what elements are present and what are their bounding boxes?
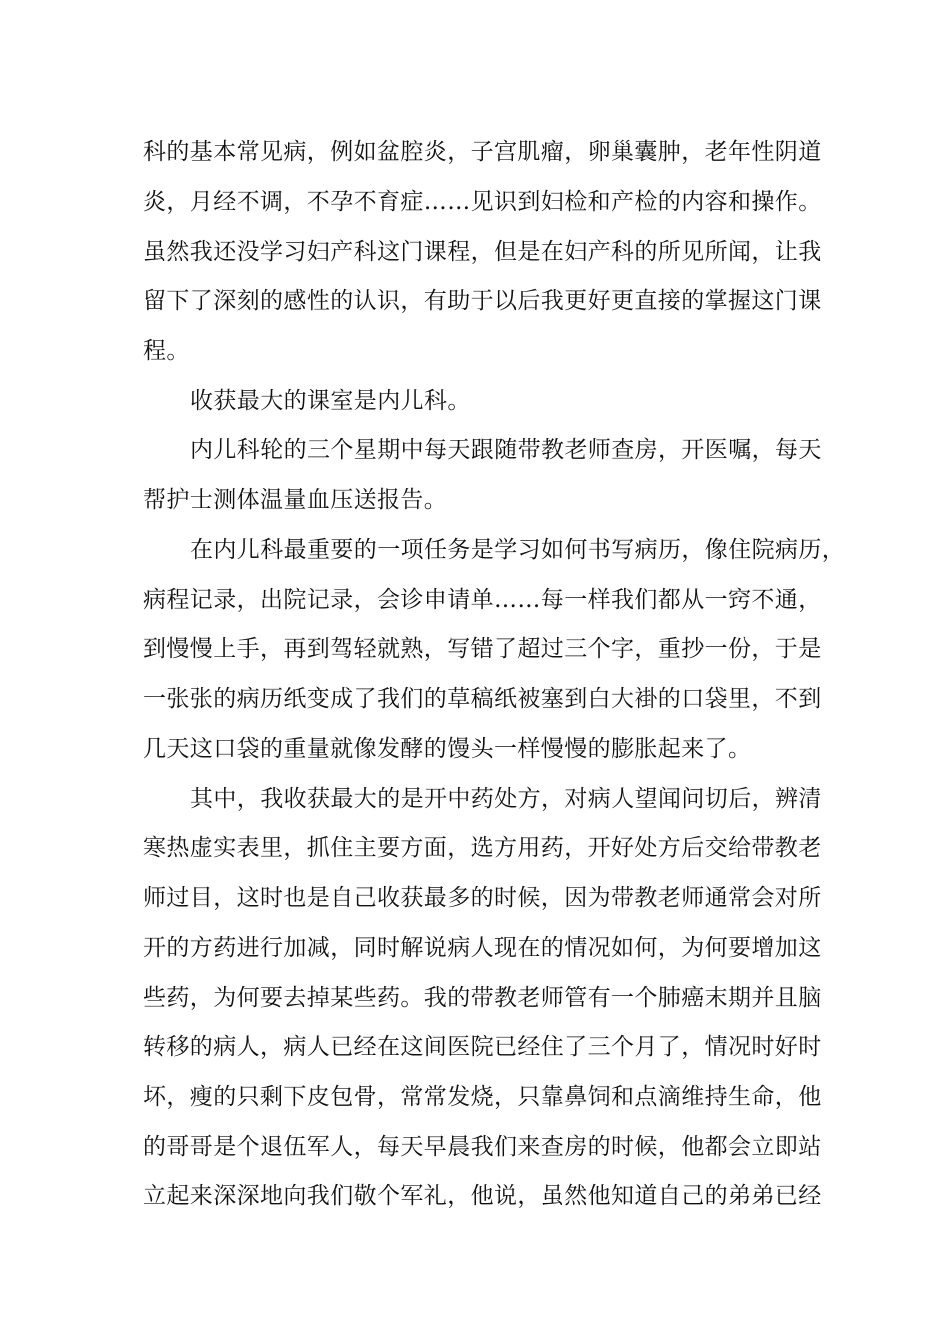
text-line: 的哥哥是个退伍军人，每天早晨我们来查房的时候，他都会立即站 <box>143 1134 822 1160</box>
text-line: 收获最大的课室是内儿科。 <box>190 388 471 414</box>
text-line: 虽然我还没学习妇产科这门课程，但是在妇产科的所见所闻，让我 <box>143 239 822 265</box>
text-line: 在内儿科最重要的一项任务是学习如何书写病历，像住院病历， <box>190 537 846 563</box>
text-line: 到慢慢上手，再到驾轻就熟，写错了超过三个字，重抄一份，于是 <box>143 636 822 662</box>
text-line: 师过目，这时也是自己收获最多的时候，因为带教老师通常会对所 <box>143 885 822 911</box>
text-line: 坏，瘦的只剩下皮包骨，常常发烧，只靠鼻饲和点滴维持生命，他 <box>143 1084 822 1110</box>
text-line: 留下了深刻的感性的认识，有助于以后我更好更直接的掌握这门课 <box>143 288 822 314</box>
text-line: 帮护士测体温量血压送报告。 <box>143 487 448 513</box>
text-line: 程。 <box>143 338 190 364</box>
text-line: 几天这口袋的重量就像发酵的馒头一样慢慢的膨胀起来了。 <box>143 736 752 762</box>
text-line: 炎，月经不调，不孕不育症……见识到妇检和产检的内容和操作。 <box>143 189 822 215</box>
text-line: 内儿科轮的三个星期中每天跟随带教老师查房，开医嘱，每天 <box>190 437 822 463</box>
text-line: 立起来深深地向我们敬个军礼，他说，虽然他知道自己的弟弟已经 <box>143 1183 822 1209</box>
text-line: 些药，为何要去掉某些药。我的带教老师管有一个肺癌末期并且脑 <box>143 985 822 1011</box>
text-line: 其中，我收获最大的是开中药处方，对病人望闻问切后，辨清 <box>190 786 822 812</box>
text-line: 科的基本常见病，例如盆腔炎，子宫肌瘤，卵巢囊肿，老年性阴道 <box>143 139 822 165</box>
text-line: 转移的病人，病人已经在这间医院已经住了三个月了，情况时好时 <box>143 1034 822 1060</box>
text-line: 一张张的病历纸变成了我们的草稿纸被塞到白大褂的口袋里，不到 <box>143 686 822 712</box>
text-line: 开的方药进行加减，同时解说病人现在的情况如何，为何要增加这 <box>143 935 822 961</box>
text-line: 寒热虚实表里，抓住主要方面，选方用药，开好处方后交给带教老 <box>143 835 822 861</box>
text-line: 病程记录，出院记录，会诊申请单……每一样我们都从一窍不通， <box>143 587 822 613</box>
